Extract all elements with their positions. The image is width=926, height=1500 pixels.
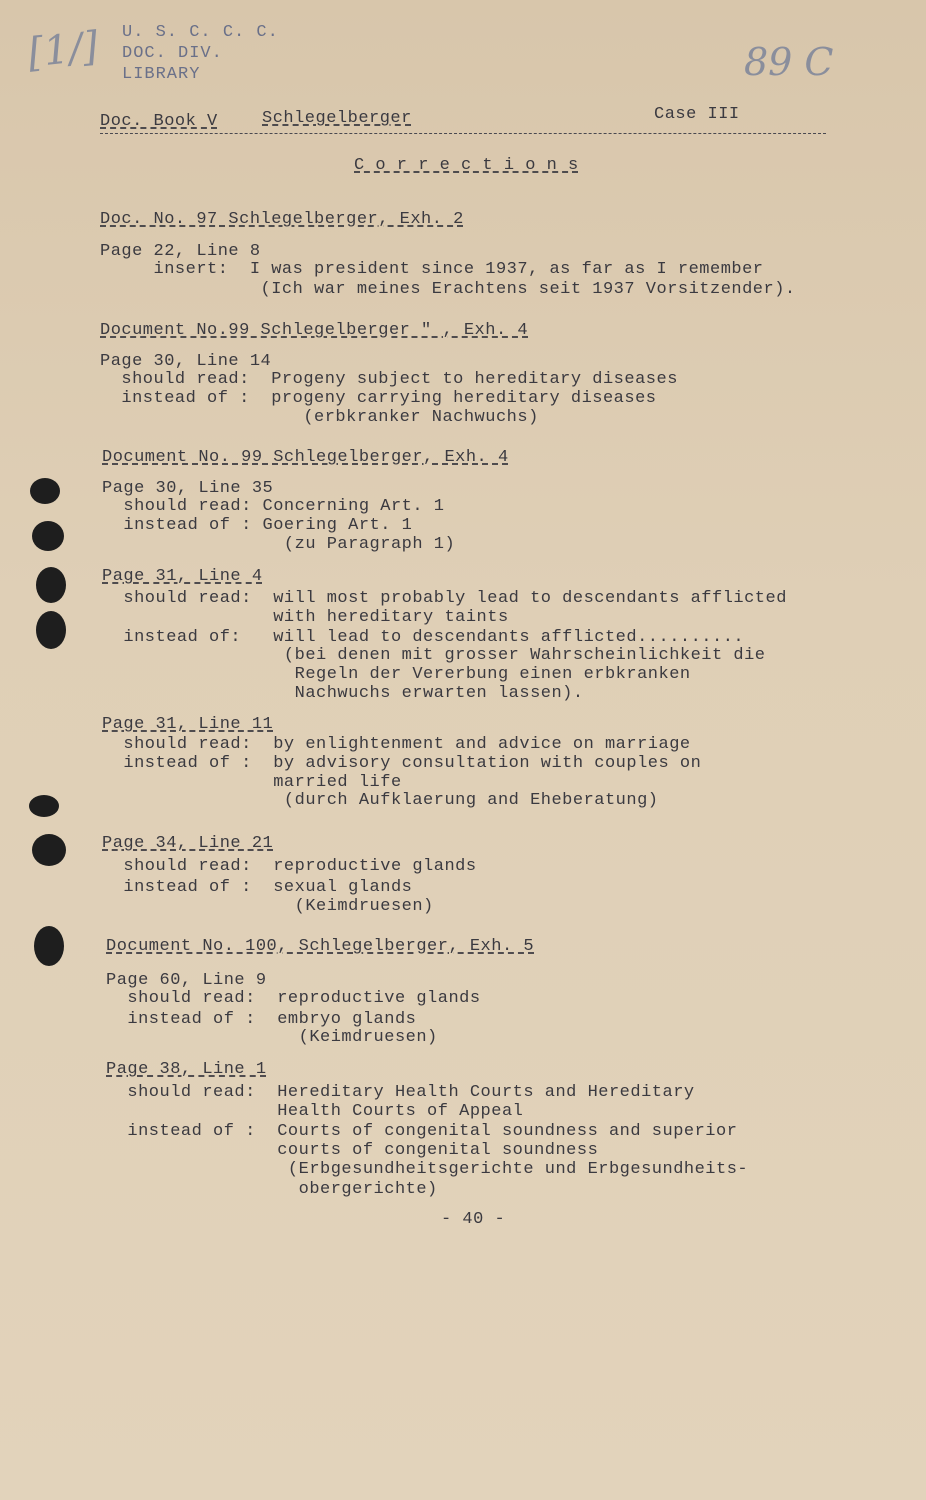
punch-hole <box>36 611 66 649</box>
entry-line: should read: Progeny subject to hereditary diseases <box>100 370 678 389</box>
punch-hole <box>32 521 64 551</box>
entry-line: (bei denen mit grosser Wahrscheinlichkeit die <box>102 646 766 665</box>
library-stamp <box>122 22 279 85</box>
stamp-line-3: LIBRARY <box>122 65 201 84</box>
entry-page-ref: Page 31, Line 4 <box>102 567 263 586</box>
entry-line: (Keimdruesen) <box>102 897 434 916</box>
entry-line: (Ich war meines Erachtens seit 1937 Vorsitzender). <box>100 280 796 299</box>
entry-line: should read: reproductive glands <box>102 857 477 876</box>
entry-line: with hereditary taints <box>102 608 509 627</box>
entry-line: should read: Hereditary Health Courts and Hereditary <box>106 1083 695 1102</box>
header-doc-book: Doc. Book V <box>100 112 218 131</box>
header-rule <box>100 133 826 134</box>
entry-page-ref: Page 22, Line 8 <box>100 242 261 261</box>
entry-line: should read: by enlightenment and advice on marriage <box>102 735 691 754</box>
page-number: - 40 - <box>441 1210 506 1229</box>
entry-line: instead of : Goering Art. 1 <box>102 516 413 535</box>
handwritten-mark-left: [1/] <box>25 23 101 77</box>
punch-hole <box>29 795 59 817</box>
entry-page-ref: Page 30, Line 35 <box>102 479 274 498</box>
entry-line: instead of: will lead to descendants afflicted.......... <box>102 628 745 647</box>
punch-hole <box>32 834 66 866</box>
entry-line: should read: Concerning Art. 1 <box>102 497 445 516</box>
entry-line: (Erbgesundheitsgerichte und Erbgesundheits- <box>106 1160 749 1179</box>
section-heading: Document No. 99 Schlegelberger, Exh. 4 <box>102 448 509 467</box>
entry-line: (durch Aufklaerung and Eheberatung) <box>102 791 659 810</box>
header-defendant: Schlegelberger <box>262 109 412 128</box>
entry-page-ref: Page 60, Line 9 <box>106 971 267 990</box>
entry-line: courts of congenital soundness <box>106 1141 599 1160</box>
entry-line: obergerichte) <box>106 1180 438 1199</box>
entry-line: Regeln der Vererbung einen erbkranken <box>102 665 691 684</box>
punch-hole <box>34 926 64 966</box>
section-heading: Document No.99 Schlegelberger " , Exh. 4 <box>100 321 529 340</box>
header-case: Case III <box>654 105 740 124</box>
punch-hole <box>36 567 66 603</box>
entry-line: should read: will most probably lead to descendants afflicted <box>102 589 787 608</box>
section-heading: Doc. No. 97 Schlegelberger, Exh. 2 <box>100 210 464 229</box>
entry-line: Nachwuchs erwarten lassen). <box>102 684 584 703</box>
punch-hole <box>30 478 60 504</box>
page-title: C o r r e c t i o n s <box>354 156 579 175</box>
handwritten-mark-right: 89 C <box>744 40 834 84</box>
entry-line: (zu Paragraph 1) <box>102 535 456 554</box>
entry-line: instead of : progeny carrying hereditary diseases <box>100 389 657 408</box>
section-heading: Document No. 100, Schlegelberger, Exh. 5 <box>106 937 535 956</box>
entry-page-ref: Page 34, Line 21 <box>102 834 274 853</box>
entry-line: married life <box>102 773 402 792</box>
entry-line: should read: reproductive glands <box>106 989 481 1008</box>
stamp-line-2: DOC. DIV. <box>122 44 223 63</box>
entry-page-ref: Page 38, Line 1 <box>106 1060 267 1079</box>
entry-line: instead of : Courts of congenital soundness and superior <box>106 1122 738 1141</box>
entry-line: instead of : sexual glands <box>102 878 413 897</box>
entry-page-ref: Page 31, Line 11 <box>102 715 274 734</box>
entry-line: insert: I was president since 1937, as far as I remember <box>100 260 764 279</box>
entry-line: (erbkranker Nachwuchs) <box>100 408 539 427</box>
entry-line: (Keimdruesen) <box>106 1028 438 1047</box>
entry-line: instead of : by advisory consultation with couples on <box>102 754 702 773</box>
entry-page-ref: Page 30, Line 14 <box>100 352 272 371</box>
stamp-line-1: U. S. C. C. C. <box>122 23 279 42</box>
entry-line: instead of : embryo glands <box>106 1010 417 1029</box>
entry-line: Health Courts of Appeal <box>106 1102 524 1121</box>
